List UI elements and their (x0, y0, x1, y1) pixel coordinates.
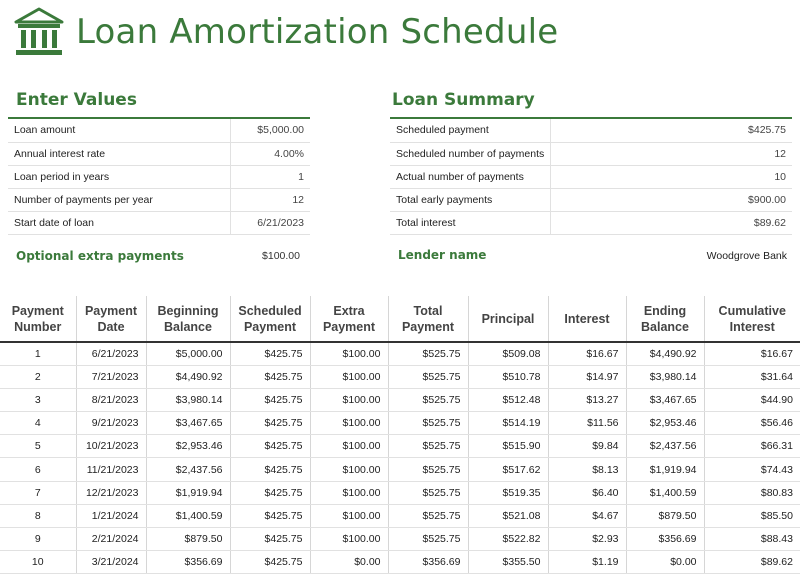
header-text: Payment (243, 319, 297, 334)
principal-header (468, 296, 548, 342)
ending-balance-cell: $0.00 (626, 551, 704, 574)
cumulative-interest-cell: $16.67 (704, 342, 800, 365)
interest-cell: $8.13 (548, 458, 626, 481)
input-row (8, 211, 310, 234)
extra-payment-cell: $100.00 (310, 528, 388, 551)
payment-date-cell: 9/21/2023 (76, 412, 146, 435)
summary-value: $900.00 (551, 188, 792, 211)
beginning-balance-cell: $5,000.00 (146, 342, 230, 365)
extra-payments-field[interactable]: $100.00 (262, 250, 300, 262)
header-text: Interest (729, 319, 775, 334)
interest-cell: $4.67 (548, 504, 626, 527)
summary-value: 10 (551, 165, 792, 188)
interest-cell: $9.84 (548, 435, 626, 458)
table-header-row (0, 296, 800, 342)
ending-balance-cell: $1,400.59 (626, 481, 704, 504)
summary-row (390, 188, 792, 211)
table-row (0, 458, 800, 481)
beginning-balance-cell: $3,980.14 (146, 388, 230, 411)
scheduled-payment-cell: $425.75 (230, 435, 310, 458)
cumulative-interest-cell: $80.83 (704, 481, 800, 504)
table-row (0, 481, 800, 504)
cumulative-interest-cell: $56.46 (704, 412, 800, 435)
payment-date-cell: 12/21/2023 (76, 481, 146, 504)
amortization-table (0, 296, 800, 574)
payment-number-cell: 3 (0, 388, 76, 411)
payment-number-cell: 10 (0, 551, 76, 574)
header-text: Scheduled (238, 303, 302, 318)
loan-period-field[interactable]: 1 (230, 165, 310, 188)
principal-cell: $522.82 (468, 528, 548, 551)
summary-value: $425.75 (551, 119, 792, 142)
input-label: Annual interest rate (8, 142, 230, 165)
payment-date-header (76, 296, 146, 342)
payment-date-cell: 7/21/2023 (76, 365, 146, 388)
interest-cell: $16.67 (548, 342, 626, 365)
interest-rate-field[interactable]: 4.00% (230, 142, 310, 165)
summary-row (390, 165, 792, 188)
summary-label: Scheduled payment (390, 119, 551, 142)
cumulative-interest-cell: $85.50 (704, 504, 800, 527)
header-text: Payment (11, 303, 64, 318)
cumulative-interest-cell: $66.31 (704, 435, 800, 458)
summary-row (390, 142, 792, 165)
title-row (12, 6, 558, 58)
ending-balance-header (626, 296, 704, 342)
input-row (8, 165, 310, 188)
table-row (0, 551, 800, 574)
summary-value: 12 (551, 142, 792, 165)
payment-number-cell: 1 (0, 342, 76, 365)
total-payment-cell: $525.75 (388, 412, 468, 435)
lender-name-label: Lender name (398, 248, 487, 262)
cumulative-interest-cell: $88.43 (704, 528, 800, 551)
extra-payment-cell: $100.00 (310, 458, 388, 481)
header-text: Date (97, 319, 125, 334)
payment-number-cell: 7 (0, 481, 76, 504)
extra-payment-cell: $100.00 (310, 365, 388, 388)
beginning-balance-cell: $879.50 (146, 528, 230, 551)
cumulative-interest-cell: $31.64 (704, 365, 800, 388)
enter-values-table (8, 119, 310, 235)
loan-summary-table (390, 119, 792, 235)
ending-balance-cell: $1,919.94 (626, 458, 704, 481)
beginning-balance-cell: $2,437.56 (146, 458, 230, 481)
summary-label: Scheduled number of payments (390, 142, 551, 165)
total-payment-cell: $525.75 (388, 435, 468, 458)
table-row (0, 435, 800, 458)
interest-cell: $2.93 (548, 528, 626, 551)
enter-values-heading: Enter Values (16, 90, 137, 110)
extra-payments-label: Optional extra payments (16, 249, 184, 263)
input-label: Start date of loan (8, 211, 230, 234)
table-row (0, 342, 800, 365)
payment-number-cell: 6 (0, 458, 76, 481)
principal-cell: $515.90 (468, 435, 548, 458)
summary-label: Total interest (390, 211, 551, 234)
scheduled-payment-cell: $425.75 (230, 458, 310, 481)
extra-payment-header (310, 296, 388, 342)
loan-summary-heading: Loan Summary (392, 90, 535, 110)
cumulative-interest-cell: $89.62 (704, 551, 800, 574)
input-row (8, 119, 310, 142)
input-label: Loan period in years (8, 165, 230, 188)
bank-icon (12, 6, 66, 58)
table-row (0, 388, 800, 411)
interest-header (548, 296, 626, 342)
interest-cell: $14.97 (548, 365, 626, 388)
beginning-balance-cell: $1,919.94 (146, 481, 230, 504)
payment-number-cell: 4 (0, 412, 76, 435)
beginning-balance-cell: $3,467.65 (146, 412, 230, 435)
beginning-balance-cell: $2,953.46 (146, 435, 230, 458)
interest-cell: $1.19 (548, 551, 626, 574)
header-text: Payment (401, 319, 455, 334)
lender-name-field[interactable]: Woodgrove Bank (706, 250, 787, 262)
total-payment-cell: $525.75 (388, 365, 468, 388)
extra-payment-cell: $100.00 (310, 481, 388, 504)
total-payment-cell: $356.69 (388, 551, 468, 574)
summary-value: $89.62 (551, 211, 792, 234)
beginning-balance-cell: $356.69 (146, 551, 230, 574)
ending-balance-cell: $2,437.56 (626, 435, 704, 458)
principal-cell: $517.62 (468, 458, 548, 481)
header-text: Extra (333, 303, 365, 318)
extra-payment-cell: $100.00 (310, 342, 388, 365)
header-text: Cumulative (718, 303, 786, 318)
payments-per-year-field[interactable]: 12 (230, 188, 310, 211)
header-text: Interest (564, 311, 610, 326)
payment-date-cell: 6/21/2023 (76, 342, 146, 365)
extra-payment-cell: $100.00 (310, 412, 388, 435)
total-payment-cell: $525.75 (388, 388, 468, 411)
payment-number-cell: 8 (0, 504, 76, 527)
table-row (0, 365, 800, 388)
input-label: Loan amount (8, 119, 230, 142)
summary-row (390, 211, 792, 234)
scheduled-payment-cell: $425.75 (230, 365, 310, 388)
input-label: Number of payments per year (8, 188, 230, 211)
payment-number-cell: 9 (0, 528, 76, 551)
scheduled-payment-cell: $425.75 (230, 388, 310, 411)
total-payment-cell: $525.75 (388, 481, 468, 504)
extra-payment-cell: $0.00 (310, 551, 388, 574)
scheduled-payment-cell: $425.75 (230, 342, 310, 365)
summary-label: Actual number of payments (390, 165, 551, 188)
extra-payment-cell: $100.00 (310, 504, 388, 527)
extra-payment-cell: $100.00 (310, 388, 388, 411)
header-text: Payment (322, 319, 376, 334)
ending-balance-cell: $356.69 (626, 528, 704, 551)
scheduled-payment-cell: $425.75 (230, 528, 310, 551)
payment-number-cell: 5 (0, 435, 76, 458)
header-text: Number (14, 319, 62, 334)
table-row (0, 504, 800, 527)
start-date-field[interactable]: 6/21/2023 (230, 211, 310, 234)
ending-balance-cell: $4,490.92 (626, 342, 704, 365)
payment-date-cell: 8/21/2023 (76, 388, 146, 411)
payment-date-cell: 1/21/2024 (76, 504, 146, 527)
header-text: Payment (84, 303, 138, 318)
payment-date-cell: 11/21/2023 (76, 458, 146, 481)
total-payment-cell: $525.75 (388, 342, 468, 365)
summary-row (390, 119, 792, 142)
extra-payment-cell: $100.00 (310, 435, 388, 458)
beginning-balance-cell: $1,400.59 (146, 504, 230, 527)
principal-cell: $519.35 (468, 481, 548, 504)
scheduled-payment-header (230, 296, 310, 342)
interest-cell: $13.27 (548, 388, 626, 411)
total-payment-cell: $525.75 (388, 458, 468, 481)
principal-cell: $509.08 (468, 342, 548, 365)
total-payment-cell: $525.75 (388, 528, 468, 551)
payment-date-cell: 2/21/2024 (76, 528, 146, 551)
header-text: Principal (481, 311, 535, 326)
header-text: Beginning (157, 303, 219, 318)
principal-cell: $514.19 (468, 412, 548, 435)
ending-balance-cell: $3,980.14 (626, 365, 704, 388)
beginning-balance-cell: $4,490.92 (146, 365, 230, 388)
header-text: Total (413, 303, 443, 318)
ending-balance-cell: $2,953.46 (626, 412, 704, 435)
loan-amount-field[interactable]: $5,000.00 (230, 119, 310, 142)
principal-cell: $512.48 (468, 388, 548, 411)
input-row (8, 188, 310, 211)
principal-cell: $510.78 (468, 365, 548, 388)
summary-label: Total early payments (390, 188, 551, 211)
beginning-balance-header (146, 296, 230, 342)
table-row (0, 528, 800, 551)
total-payment-header (388, 296, 468, 342)
payment-date-cell: 10/21/2023 (76, 435, 146, 458)
ending-balance-cell: $879.50 (626, 504, 704, 527)
principal-cell: $521.08 (468, 504, 548, 527)
scheduled-payment-cell: $425.75 (230, 504, 310, 527)
total-payment-cell: $525.75 (388, 504, 468, 527)
page-title: Loan Amortization Schedule (76, 12, 559, 52)
cumulative-interest-cell: $44.90 (704, 388, 800, 411)
table-row (0, 412, 800, 435)
input-row (8, 142, 310, 165)
payment-number-cell: 2 (0, 365, 76, 388)
cumulative-interest-header (704, 296, 800, 342)
header-text: Balance (164, 319, 212, 334)
payment-date-cell: 3/21/2024 (76, 551, 146, 574)
scheduled-payment-cell: $425.75 (230, 412, 310, 435)
scheduled-payment-cell: $425.75 (230, 481, 310, 504)
principal-cell: $355.50 (468, 551, 548, 574)
interest-cell: $6.40 (548, 481, 626, 504)
interest-cell: $11.56 (548, 412, 626, 435)
scheduled-payment-cell: $425.75 (230, 551, 310, 574)
header-text: Ending (643, 303, 687, 318)
payment-number-header (0, 296, 76, 342)
cumulative-interest-cell: $74.43 (704, 458, 800, 481)
header-text: Balance (641, 319, 689, 334)
ending-balance-cell: $3,467.65 (626, 388, 704, 411)
